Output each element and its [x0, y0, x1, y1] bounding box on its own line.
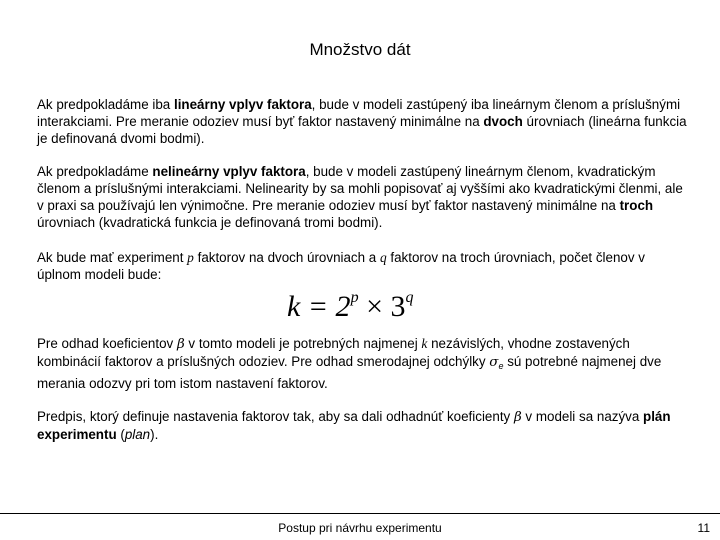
formula-middle: × 3 — [358, 290, 406, 323]
footer-divider — [0, 513, 720, 514]
formula-exponent-q: q — [405, 289, 414, 306]
text: Predpis, ktorý definuje nastavenia faktorov tak, aby sa dali odhadnúť koeficienty — [37, 409, 514, 424]
text: faktorov na dvoch úrovniach a — [193, 250, 380, 265]
footer-title: Postup pri návrhu experimentu — [278, 521, 442, 535]
sigma-symbol: σ — [489, 355, 499, 370]
beta-symbol: β — [513, 410, 522, 425]
text: v modeli sa nazýva — [521, 409, 644, 424]
text: , bude v modeli zastúpený lineárnym členom, kvadratickým členom a príslušnými interakciami. Nelinearity by sa mohli popisovať aj vyššími ako kvadratickými členmi, ale v praxi sa používajú len výnimočne. Pre meranie odoziev musí byť faktor nastavený minimálne na — [37, 164, 683, 213]
text: Pre odhad koeficientov — [37, 336, 177, 351]
text: sú potrebné najmenej dve merania odozvy pri tom istom nastavení faktorov. — [37, 354, 662, 391]
bold-text: nelineárny vplyv faktora — [152, 164, 306, 179]
page-title: Množstvo dát — [309, 40, 411, 59]
bold-text: troch — [619, 198, 654, 213]
paragraph-plan — [37, 408, 687, 443]
sigma-subscript: e — [498, 361, 504, 371]
bold-text: dvoch — [483, 114, 523, 129]
variable-p: p — [187, 250, 194, 265]
variable-q: q — [379, 250, 387, 265]
text: v tomto modeli je potrebných najmenej — [184, 336, 422, 351]
formula-exponent-p: p — [350, 289, 359, 306]
formula-lhs: k = 2 — [287, 290, 351, 323]
formula — [287, 278, 413, 327]
bold-text: plán experimentu — [37, 409, 671, 442]
text: ). — [150, 427, 159, 442]
bold-text: lineárny vplyv faktora — [173, 97, 312, 112]
paragraph-estimation — [37, 335, 687, 392]
text: nezávislých, vhodne zostavených kombinácií faktorov a príslušných odoziev. Pre odhad smerodajnej odchýlky — [37, 336, 630, 369]
text: faktorov na troch úrovniach, počet členov v úplnom modeli bude: — [37, 250, 645, 282]
text: , bude v modeli zastúpený iba lineárnym členom a príslušnými interakciami. Pre meranie odoziev musí byť faktor nastavený minimálne na — [37, 97, 681, 129]
text: Ak predpokladáme iba — [37, 97, 174, 112]
text: Ak predpokladáme — [37, 164, 153, 179]
text: úrovniach (lineárna funkcia je definovaná dvomi bodmi). — [37, 114, 687, 146]
text: ( — [116, 427, 125, 442]
variable-k: k — [421, 336, 428, 351]
paragraph-linear — [37, 96, 687, 147]
beta-symbol: β — [176, 337, 185, 352]
text: Ak bude mať experiment — [37, 250, 188, 265]
page-number: 11 — [697, 521, 710, 535]
italic-text: plan — [124, 427, 151, 442]
paragraph-nonlinear — [37, 163, 687, 231]
text: úrovniach (kvadratická funkcia je definovaná tromi bodmi). — [37, 215, 383, 230]
